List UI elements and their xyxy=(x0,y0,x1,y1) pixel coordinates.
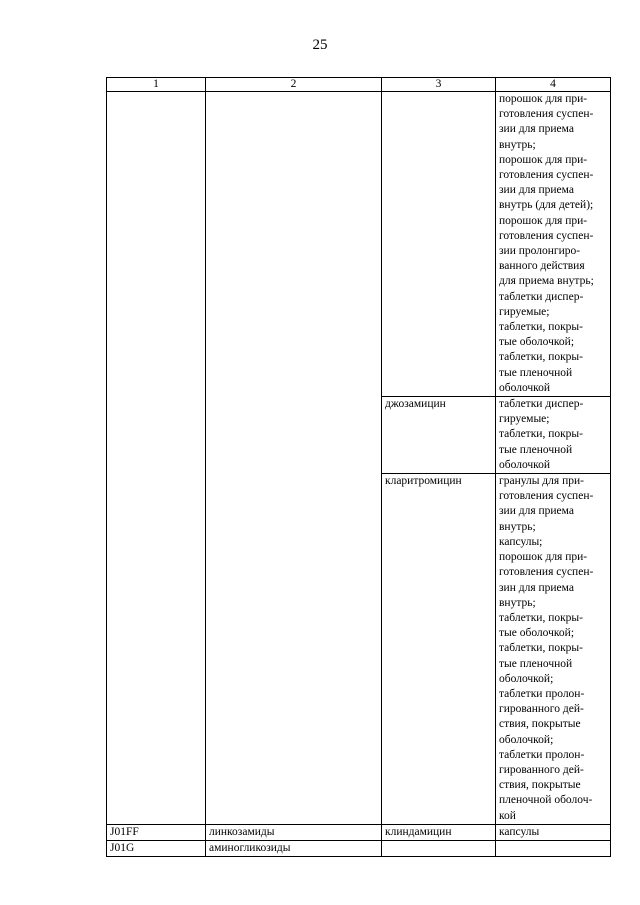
drug-name-cell xyxy=(382,840,496,856)
drug-name-cell: клиндамицин xyxy=(382,824,496,840)
header-col-3: 3 xyxy=(382,78,496,92)
page-number: 25 xyxy=(312,37,328,53)
table-header-row xyxy=(107,78,611,92)
group-cell xyxy=(206,92,382,825)
dosage-forms-cell: таблетки диспер- гируемые; таблетки, покры- тые пленочной оболочкой xyxy=(496,397,611,474)
header-col-4: 4 xyxy=(496,78,611,92)
dosage-forms-cell xyxy=(496,840,611,856)
dosage-forms-cell: порошок для при- готовления суспен- зии для приема внутрь; порошок для при- готовления суспен- зии для приема внутрь (для детей); порошок для при- готовления суспен- зии пролонгиро- ванного действия для приема внутрь; таблетки диспер- гируемые; таблетки, покры- тые оболочкой; таблетки, покры- тые пленочной оболочкой xyxy=(496,92,611,397)
table-row xyxy=(107,840,611,856)
drug-name-cell: джозамицин xyxy=(382,397,496,474)
atc-code-cell xyxy=(107,92,206,825)
drug-name-cell: кларитромицин xyxy=(382,474,496,825)
drug-name-cell xyxy=(382,92,496,397)
table-row xyxy=(107,92,611,397)
table-row xyxy=(107,824,611,840)
header-col-1: 1 xyxy=(107,78,206,92)
atc-code-cell: J01FF xyxy=(107,824,206,840)
drug-table xyxy=(106,77,611,857)
header-col-2: 2 xyxy=(206,78,382,92)
group-cell: аминогликозиды xyxy=(206,840,382,856)
dosage-forms-cell: капсулы xyxy=(496,824,611,840)
group-cell: линкозамиды xyxy=(206,824,382,840)
atc-code-cell: J01G xyxy=(107,840,206,856)
dosage-forms-cell: гранулы для при- готовления суспен- зии для приема внутрь; капсулы; порошок для при- готовления суспен- зин для приема внутрь; таблетки, покры- тые оболочкой; таблетки, покры- тые пленочной оболочкой; таблетки пролон- гированного дей- ствия, покрытые оболочкой; таблетки пролон- гированного дей- ствия, покрытые пленочной оболоч- кой xyxy=(496,474,611,825)
